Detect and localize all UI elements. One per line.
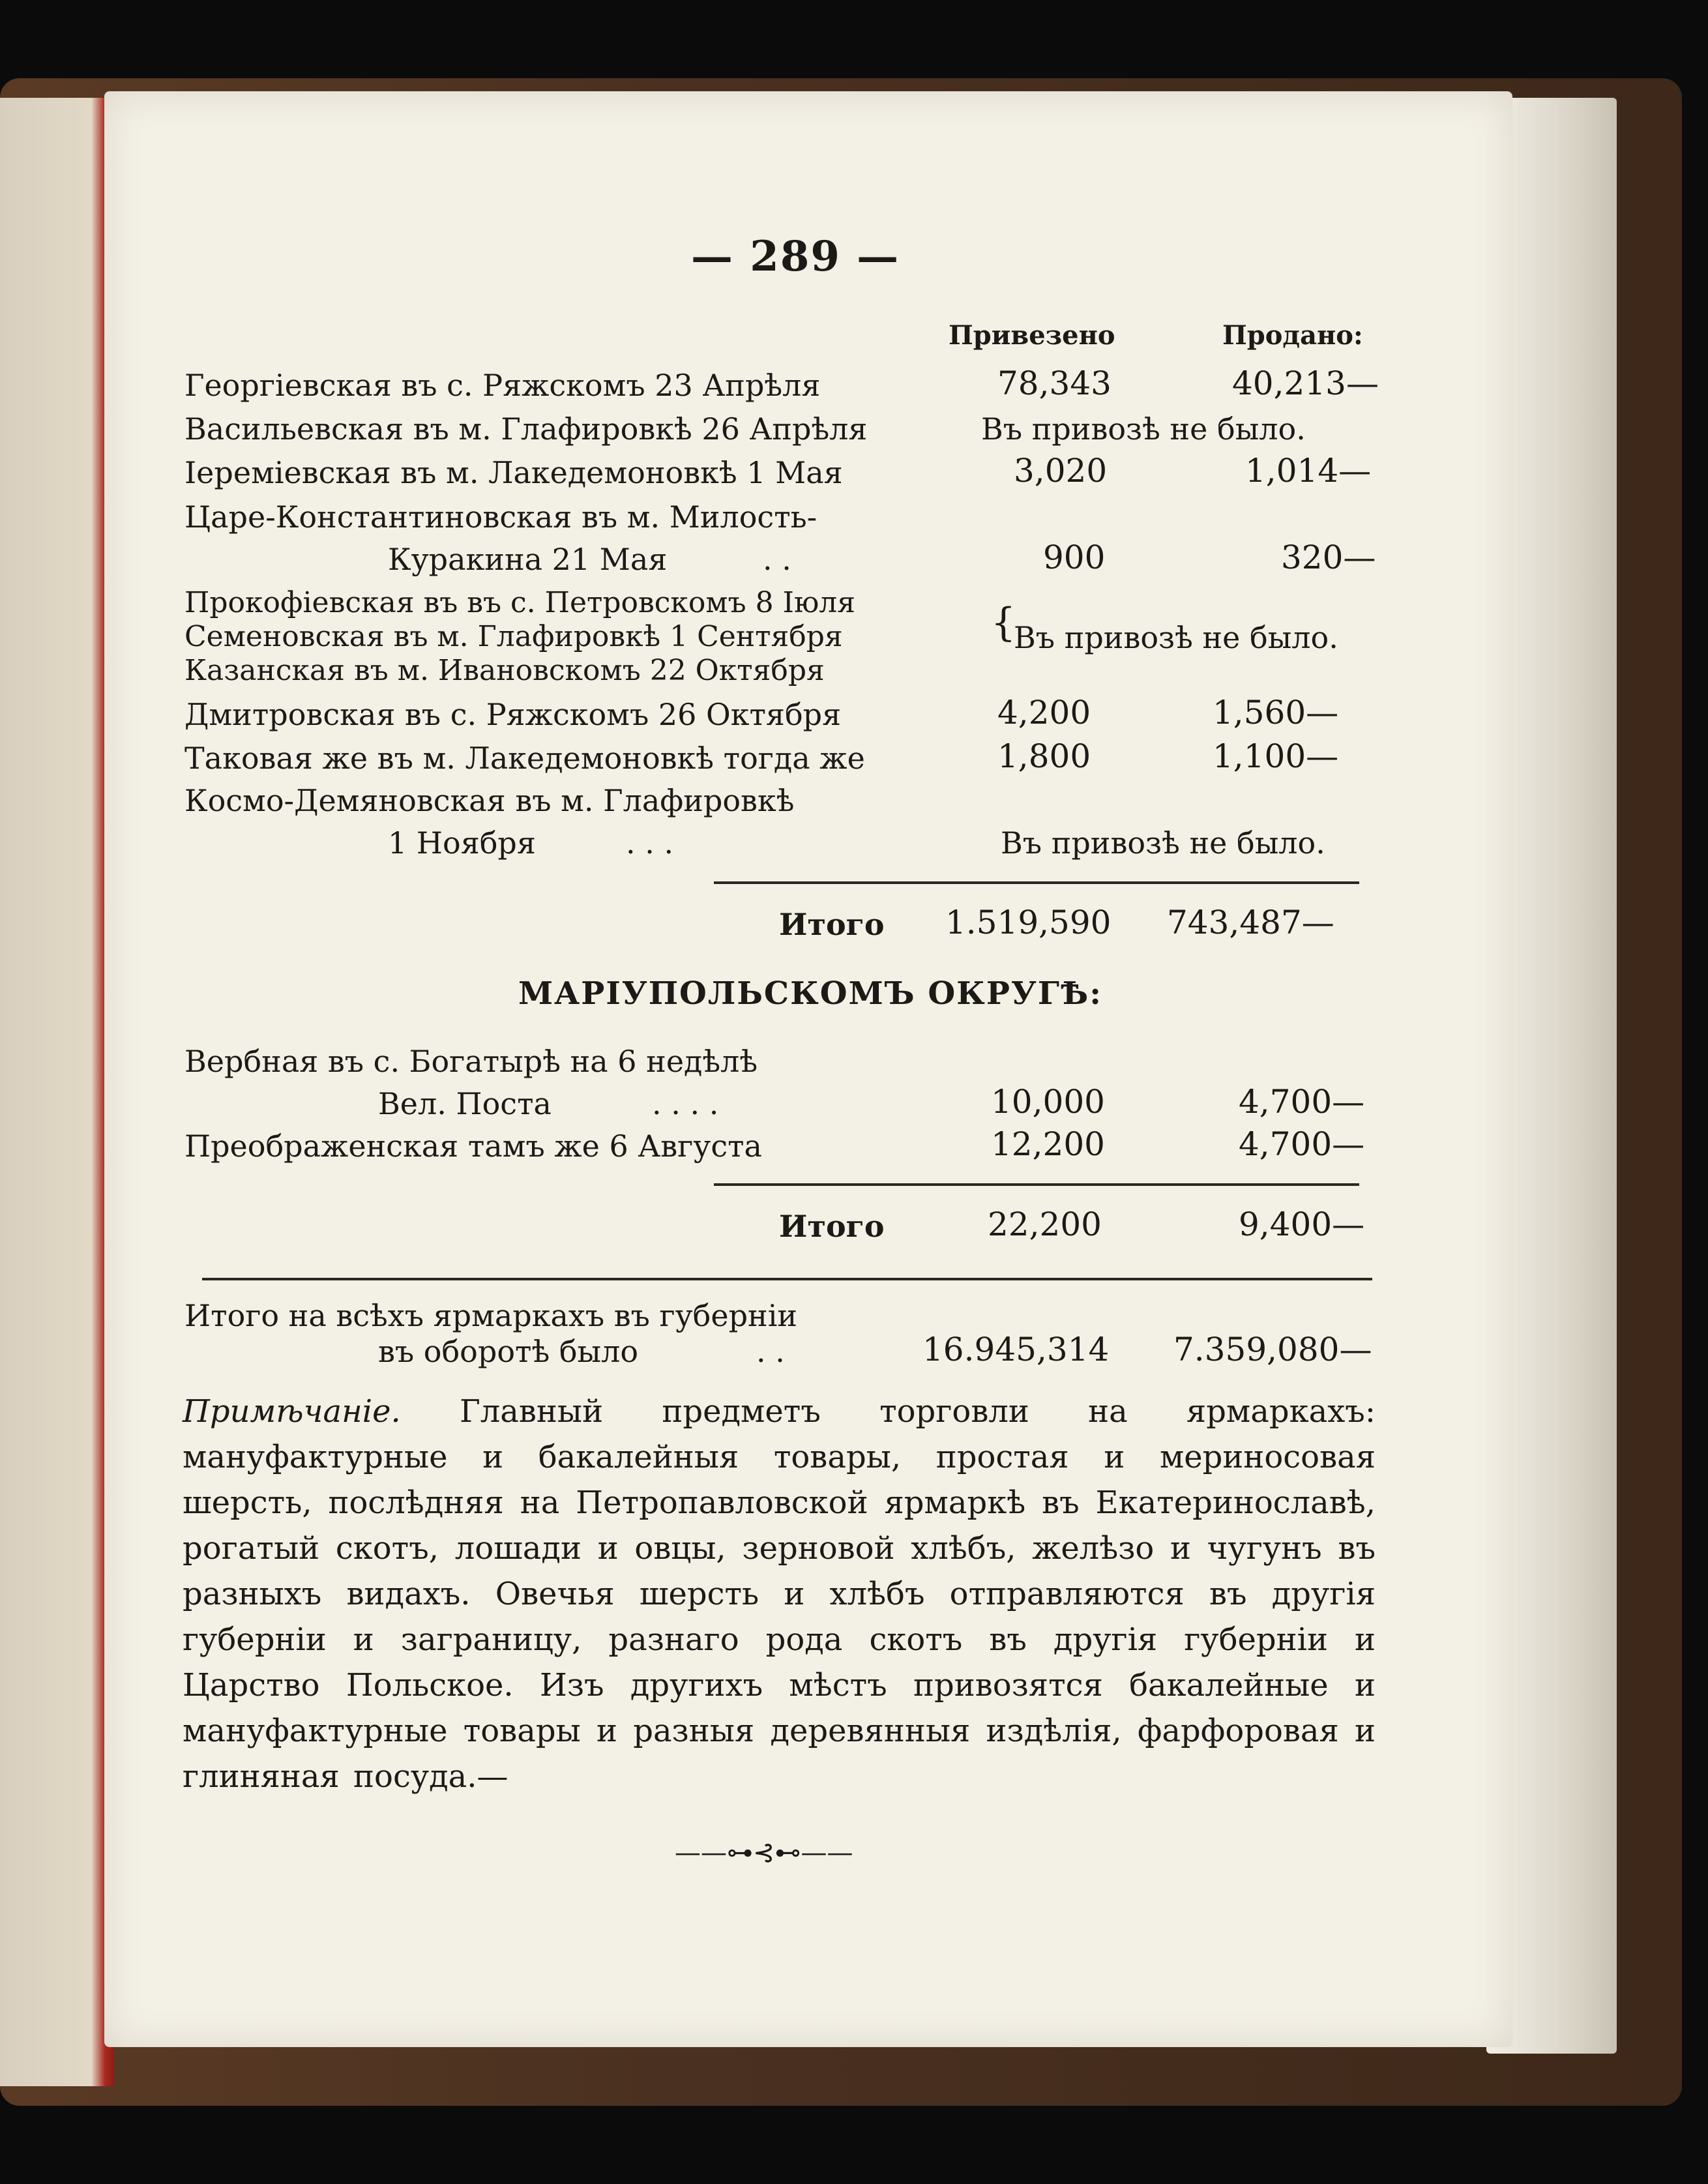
ornament-divider: ——⊶⊰⊷—— bbox=[675, 1838, 853, 1868]
total-sold: 743,487— bbox=[1167, 904, 1334, 941]
fair-name: Казанская въ м. Ивановскомъ 22 Октября bbox=[184, 654, 825, 687]
column-header-brought: Привезено bbox=[949, 320, 1115, 351]
total-rule bbox=[714, 881, 1359, 884]
fair-name-line1: Космо-Демяновская въ м. Глафировкѣ bbox=[184, 783, 795, 818]
total-rule bbox=[714, 1183, 1359, 1186]
total-label: Итого bbox=[779, 907, 885, 942]
fair-name: Таковая же въ м. Лакедемоновкѣ тогда же bbox=[184, 741, 865, 776]
remark-label: Примѣчаніе. bbox=[183, 1393, 401, 1430]
fair-sold: 4,700— bbox=[1239, 1083, 1365, 1121]
fair-name-line2: Вел. Поста bbox=[378, 1086, 552, 1121]
grand-total-label-line2: въ оборотѣ было bbox=[378, 1334, 639, 1369]
group-brace: { bbox=[991, 600, 1016, 645]
remark-text: Главный предметъ торговли на ярмаркахъ: мануфактурные и бакалейныя товары, простая и мериносовая шерсть, послѣдняя на Петропавловской ярмаркѣ въ Екатеринославѣ, рогатый скотъ, лошади и овцы, зерновой хлѣбъ, желѣзо и чугунъ въ разныхъ видахъ. Овечья шерсть и хлѣбъ отправляются въ другія губерніи и заграницу, разнаго рода скотъ въ другія губерніи и Царство Польское. Изъ другихъ мѣстъ привозятся бакалейные и мануфактурные товары и разныя деревянныя издѣлія, фарфоровая и глиняная посуда.— bbox=[183, 1393, 1376, 1795]
section-heading: МАРІУПОЛЬСКОМЪ ОКРУГѢ: bbox=[518, 975, 1102, 1012]
fair-brought: 900 bbox=[1043, 539, 1106, 576]
fair-sold: 4,700— bbox=[1239, 1125, 1365, 1163]
total-brought: 1.519,590 bbox=[945, 904, 1112, 941]
fair-sold: 1,014— bbox=[1245, 452, 1372, 490]
fair-brought: 1,800 bbox=[997, 737, 1091, 775]
fair-sold: 1,560— bbox=[1213, 694, 1339, 731]
leader-dots: . . bbox=[763, 542, 791, 577]
fair-note: Въ привозѣ не было. bbox=[981, 411, 1306, 447]
fair-name: Васильевская въ м. Глафировкѣ 26 Апрѣля bbox=[184, 411, 868, 447]
fair-name-line1: Царе-Константиновская въ м. Милость- bbox=[184, 499, 817, 535]
grand-total-label-line1: Итого на всѣхъ ярмаркахъ въ губерніи bbox=[184, 1298, 798, 1333]
grand-total-brought: 16.945,314 bbox=[922, 1331, 1110, 1368]
group-note: Въ привозѣ не было. bbox=[1014, 620, 1338, 655]
page-number: — 289 — bbox=[691, 232, 900, 281]
leader-dots: . . bbox=[756, 1334, 785, 1369]
fair-name: Преображенская тамъ же 6 Августа bbox=[184, 1129, 762, 1164]
grand-total-rule bbox=[202, 1278, 1372, 1280]
fair-brought: 3,020 bbox=[1014, 452, 1108, 490]
fair-name: Прокофіевская въ въ с. Петровскомъ 8 Іюля bbox=[184, 586, 855, 619]
leader-dots: . . . bbox=[626, 825, 674, 861]
fair-name-line1: Вербная въ с. Богатырѣ на 6 недѣлѣ bbox=[184, 1044, 758, 1079]
fair-sold: 320— bbox=[1281, 539, 1376, 576]
remark-paragraph bbox=[183, 1389, 1376, 1799]
leader-dots: . . . . bbox=[652, 1086, 719, 1121]
fair-name-line2: Куракина 21 Мая bbox=[388, 542, 668, 577]
fair-name: Дмитровская въ с. Ряжскомъ 26 Октября bbox=[184, 697, 842, 732]
fair-sold: 40,213— bbox=[1232, 364, 1379, 402]
fair-sold: 1,100— bbox=[1213, 737, 1339, 775]
total-brought: 22,200 bbox=[988, 1205, 1102, 1243]
total-sold: 9,400— bbox=[1239, 1205, 1365, 1243]
grand-total-sold: 7.359,080— bbox=[1173, 1331, 1372, 1368]
fair-name: Іереміевская въ м. Лакедемоновкѣ 1 Мая bbox=[184, 455, 843, 490]
fair-brought: 78,343 bbox=[997, 364, 1112, 402]
fair-brought: 12,200 bbox=[991, 1125, 1105, 1163]
left-page-edge bbox=[0, 98, 114, 2086]
fair-brought: 10,000 bbox=[991, 1083, 1105, 1121]
fair-note: Въ привозѣ не было. bbox=[1001, 825, 1325, 861]
fair-brought: 4,200 bbox=[997, 694, 1091, 731]
fair-name: Семеновская въ м. Глафировкѣ 1 Сентября bbox=[184, 620, 843, 653]
total-label: Итого bbox=[779, 1209, 885, 1244]
column-header-sold: Продано: bbox=[1222, 320, 1363, 351]
fair-name: Георгіевская въ с. Ряжскомъ 23 Апрѣля bbox=[184, 368, 821, 403]
fair-name-line2: 1 Ноября bbox=[388, 825, 536, 861]
